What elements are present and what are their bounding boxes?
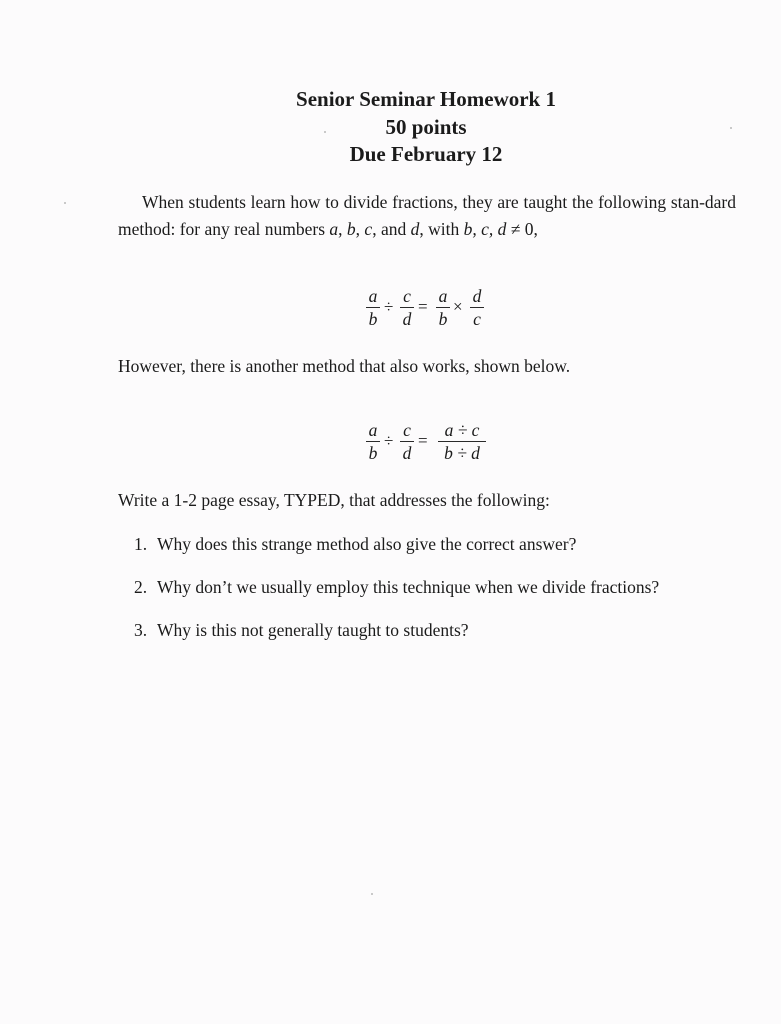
numerator: c <box>403 286 411 306</box>
fraction-bar <box>400 307 414 308</box>
points-label: 50 points <box>385 114 467 139</box>
scan-speck <box>371 893 373 895</box>
var-c: c <box>364 219 373 239</box>
due-date: Due February 12 <box>349 142 503 166</box>
list-number: 1. <box>134 534 148 554</box>
intro-paragraph <box>118 189 736 243</box>
numerator: a <box>438 286 448 306</box>
numerator: a <box>368 420 378 440</box>
intro-sep: , <box>338 219 347 239</box>
intro-sep: , <box>355 219 365 239</box>
numerator: c <box>403 420 411 440</box>
scan-speck <box>324 131 326 133</box>
fraction-bar <box>438 441 486 442</box>
denominator: c <box>473 309 481 329</box>
fraction-quotient <box>438 420 486 463</box>
list-item <box>134 534 576 555</box>
var-b: b <box>346 219 356 239</box>
multiply-sign: × <box>453 297 463 316</box>
assignment-paragraph: Write a 1-2 page essay, TYPED, that addresses the following: <box>118 490 550 510</box>
numerator: a <box>368 286 378 306</box>
intro-sep: , and <box>372 219 411 239</box>
denominator: d <box>402 443 412 463</box>
fraction-bar <box>400 441 414 442</box>
intro-text: When students learn how to divide fractions, they are taught the following stan-dard method: for any real numbers <box>118 192 736 239</box>
scan-speck <box>64 202 66 204</box>
denominator: b <box>368 309 378 329</box>
divide-sign: ÷ <box>384 431 394 450</box>
fraction-bar <box>366 441 380 442</box>
fraction-c-over-d <box>400 420 414 463</box>
fraction-a-over-b <box>366 286 380 329</box>
equals-sign: = <box>418 431 428 450</box>
fraction-bar <box>436 307 450 308</box>
question-text: Why does this strange method also give the correct answer? <box>157 534 577 554</box>
list-number: 2. <box>134 577 148 597</box>
denominator: b <box>368 443 378 463</box>
var-d: d <box>410 219 420 239</box>
condition-vars: b, c, d <box>463 219 507 239</box>
numerator: a ÷ c <box>444 420 480 440</box>
scan-speck <box>730 127 732 129</box>
denominator: b ÷ d <box>444 443 480 463</box>
denominator: b <box>438 309 448 329</box>
document-title: Senior Seminar Homework 1 <box>296 87 556 111</box>
fraction-bar <box>366 307 380 308</box>
list-item <box>134 620 469 641</box>
intro-sep: , with <box>419 219 464 239</box>
question-text: Why is this not generally taught to students? <box>157 620 469 640</box>
condition-tail: ≠ 0, <box>506 219 538 239</box>
divide-sign: ÷ <box>384 297 394 316</box>
fraction-d-over-c <box>470 286 484 329</box>
numerator: d <box>472 286 482 306</box>
fraction-a-over-b <box>366 420 380 463</box>
fraction-c-over-d <box>400 286 414 329</box>
list-item <box>134 577 659 598</box>
fraction-bar <box>470 307 484 308</box>
equals-sign: = <box>418 297 428 316</box>
question-text: Why don’t we usually employ this technique when we divide fractions? <box>157 577 660 597</box>
list-number: 3. <box>134 620 148 640</box>
transition-paragraph: However, there is another method that also works, shown below. <box>118 356 571 376</box>
var-a: a <box>329 219 339 239</box>
fraction-a-over-b-rhs <box>436 286 450 329</box>
document-header <box>0 86 781 169</box>
denominator: d <box>402 309 412 329</box>
